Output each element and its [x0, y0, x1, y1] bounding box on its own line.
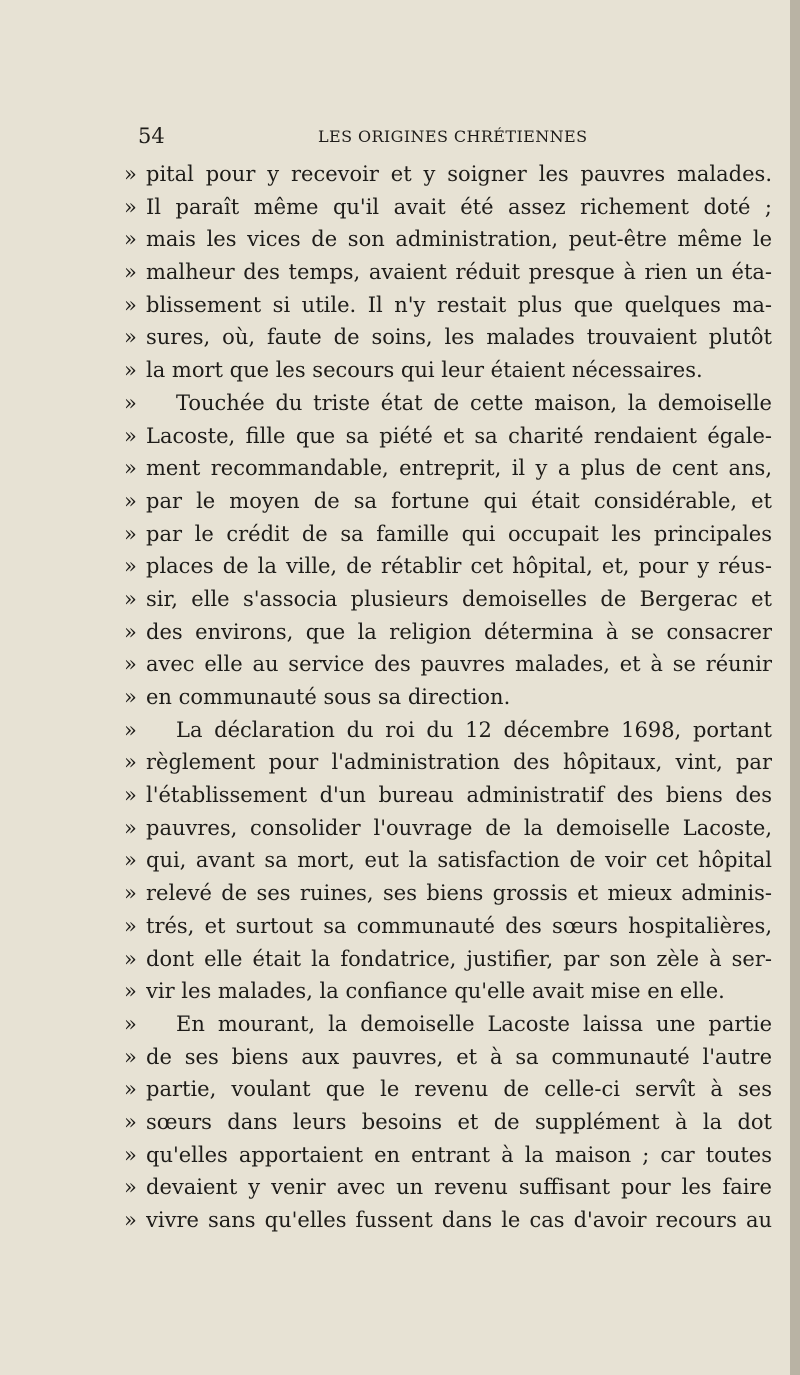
quote-mark: »	[124, 162, 137, 186]
quote-mark: »	[124, 946, 137, 971]
quote-mark: »	[124, 619, 137, 644]
text-line	[124, 1106, 772, 1139]
line-text: par le crédit de sa famille qui occupait les principales	[146, 521, 772, 546]
text-line	[124, 1008, 772, 1041]
text-line	[124, 910, 772, 943]
line-text: places de la ville, de rétablir cet hôpital, et, pour y réus-	[146, 554, 772, 579]
text-line	[124, 1204, 772, 1237]
text-line	[124, 256, 772, 289]
line-text: la mort que les secours qui leur étaient nécessaires.	[146, 358, 703, 383]
quote-mark: »	[124, 913, 137, 938]
line-text: en communauté sous sa direction.	[146, 685, 511, 709]
line-text: règlement pour l'administration des hôpitaux, vint, par	[146, 750, 772, 775]
quote-mark: »	[124, 1044, 137, 1069]
quote-mark: »	[124, 488, 137, 513]
running-head: LES ORIGINES CHRÉTIENNES	[318, 127, 588, 146]
line-text: vivre sans qu'elles fussent dans le cas d'avoir recours au	[146, 1208, 772, 1232]
text-line	[124, 746, 772, 779]
paragraph-indent	[146, 1008, 176, 1041]
quote-mark: »	[124, 848, 137, 873]
line-text: Il paraît même qu'il avait été assez richement doté ;	[146, 194, 772, 219]
text-line	[124, 1073, 772, 1106]
text-line	[124, 943, 772, 976]
text-line	[124, 485, 772, 518]
quote-mark: »	[124, 815, 137, 840]
line-text: blissement si utile. Il n'y restait plus que quelques ma-	[146, 292, 772, 317]
line-text: En mourant, la demoiselle Lacoste laissa une partie	[176, 1011, 772, 1036]
page-header	[138, 124, 770, 154]
quote-mark: »	[124, 456, 137, 481]
line-text: avec elle au service des pauvres malades, et à se réunir	[146, 652, 772, 677]
quote-mark: »	[124, 881, 137, 906]
text-line	[124, 1171, 772, 1204]
quote-mark: »	[124, 979, 137, 1004]
line-text: sures, où, faute de soins, les malades trouvaient plutôt	[146, 325, 772, 350]
line-text: qui, avant sa mort, eut la satisfaction de voir cet hôpital	[146, 848, 772, 873]
line-text: qu'elles apportaient en entrant à la maison ; car toutes	[146, 1142, 772, 1167]
quote-mark: »	[124, 423, 137, 448]
quote-mark: »	[124, 652, 137, 677]
text-line	[124, 223, 772, 256]
line-text: Lacoste, fille que sa piété et sa charité rendaient égale-	[146, 423, 772, 448]
quote-mark: »	[124, 1077, 137, 1102]
quote-mark: »	[124, 1175, 137, 1200]
text-line	[124, 321, 772, 354]
quote-mark: »	[124, 227, 137, 252]
quote-mark: »	[124, 717, 137, 742]
line-text: l'établissement d'un bureau administratif des biens des	[146, 783, 772, 808]
text-line	[124, 779, 772, 812]
quote-mark: »	[124, 194, 137, 219]
line-text: de ses biens aux pauvres, et à sa communauté l'autre	[146, 1044, 772, 1069]
line-text: trés, et surtout sa communauté des sœurs hospitalières,	[146, 913, 772, 938]
line-text: sir, elle s'associa plusieurs demoiselles de Bergerac et	[146, 586, 772, 611]
quote-mark: »	[124, 325, 137, 350]
text-line	[124, 812, 772, 845]
text-line	[124, 975, 772, 1008]
quote-mark: »	[124, 586, 137, 611]
line-text: par le moyen de sa fortune qui était considérable, et	[146, 488, 772, 513]
line-text: vir les malades, la confiance qu'elle avait mise en elle.	[146, 979, 725, 1004]
quote-mark: »	[124, 554, 137, 579]
line-text: pital pour y recevoir et y soigner les pauvres malades.	[146, 162, 772, 186]
line-text: La déclaration du roi du 12 décembre 1698, portant	[176, 717, 772, 742]
line-text: Touchée du triste état de cette maison, la demoiselle	[176, 390, 772, 415]
line-text: sœurs dans leurs besoins et de supplément à la dot	[146, 1109, 772, 1134]
line-text: relevé de ses ruines, ses biens grossis et mieux adminis-	[146, 881, 772, 906]
line-text: malheur des temps, avaient réduit presque à rien un éta-	[146, 260, 772, 285]
quote-mark: »	[124, 1011, 137, 1036]
quote-mark: »	[124, 358, 137, 383]
text-line	[124, 550, 772, 583]
text-line	[124, 158, 772, 191]
quote-mark: »	[124, 783, 137, 808]
line-text: partie, voulant que le revenu de celle-ci servît à ses	[146, 1077, 772, 1102]
text-line	[124, 648, 772, 681]
line-text: dont elle était la fondatrice, justifier, par son zèle à ser-	[146, 946, 772, 971]
text-line	[124, 387, 772, 420]
text-line	[124, 681, 772, 714]
paragraph-indent	[146, 714, 176, 747]
page-number: 54	[138, 124, 165, 148]
page-edge	[790, 0, 800, 1375]
quote-mark: »	[124, 521, 137, 546]
quote-mark: »	[124, 1208, 137, 1232]
line-text: devaient y venir avec un revenu suffisant pour les faire	[146, 1175, 772, 1200]
text-line	[124, 518, 772, 551]
text-line	[124, 452, 772, 485]
text-line	[124, 289, 772, 322]
text-line	[124, 191, 772, 224]
text-line	[124, 354, 772, 387]
text-line	[124, 714, 772, 747]
text-line	[124, 1139, 772, 1172]
text-line	[124, 844, 772, 877]
line-text: ment recommandable, entreprit, il y a plus de cent ans,	[146, 456, 772, 481]
quote-mark: »	[124, 1142, 137, 1167]
line-text: pauvres, consolider l'ouvrage de la demoiselle Lacoste,	[146, 815, 772, 840]
text-line	[124, 616, 772, 649]
line-text: des environs, que la religion détermina à se consacrer	[146, 619, 772, 644]
quote-mark: »	[124, 685, 137, 709]
text-line	[124, 1041, 772, 1074]
text-line	[124, 420, 772, 453]
quote-mark: »	[124, 292, 137, 317]
quote-mark: »	[124, 260, 137, 285]
quote-mark: »	[124, 1109, 137, 1134]
quote-mark: »	[124, 390, 137, 415]
quote-mark: »	[124, 750, 137, 775]
body-text	[124, 158, 772, 1237]
text-line	[124, 583, 772, 616]
paragraph-indent	[146, 387, 176, 420]
line-text: mais les vices de son administration, peut-être même le	[146, 227, 772, 252]
text-line	[124, 877, 772, 910]
